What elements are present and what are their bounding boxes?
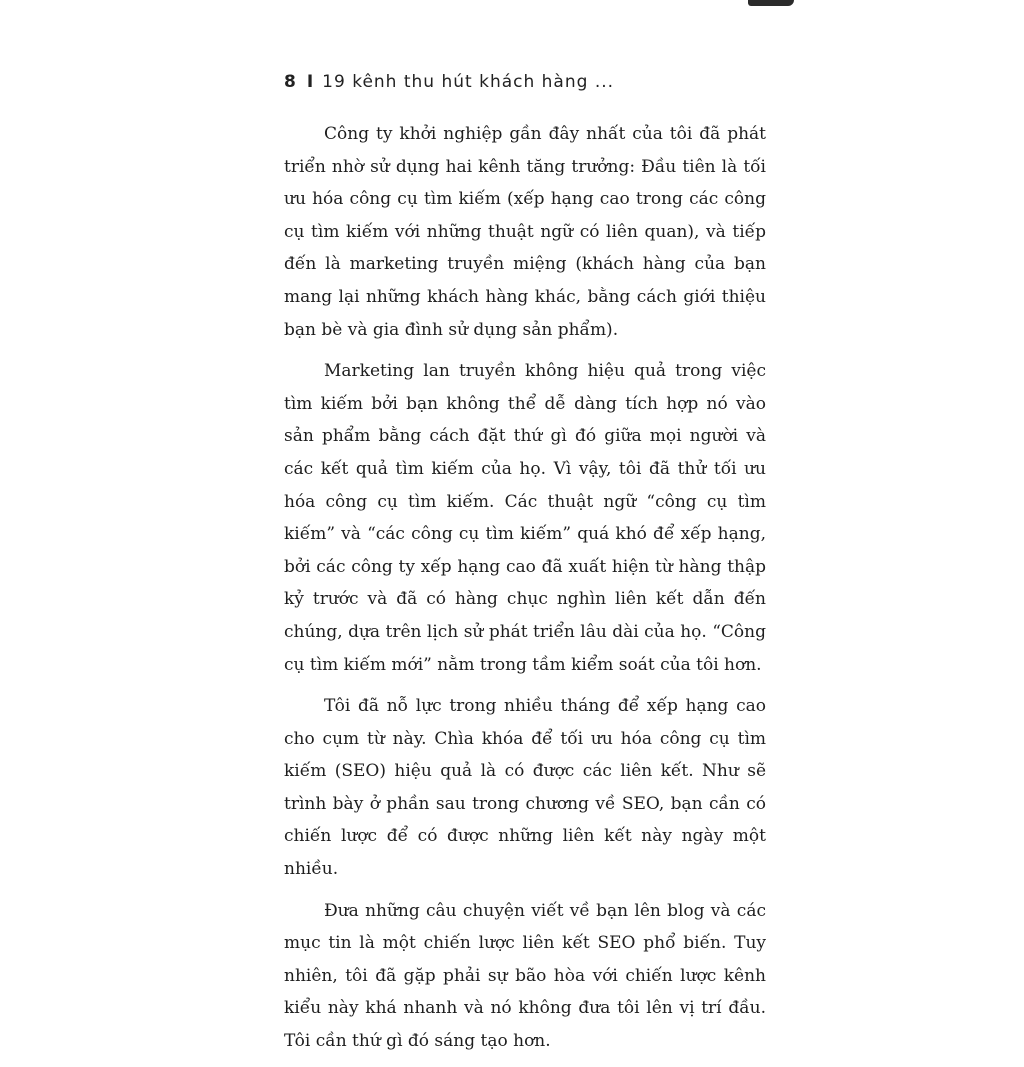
chapter-title: 19 kênh thu hút khách hàng ... <box>322 72 615 92</box>
header-separator: I <box>306 72 315 92</box>
running-header <box>284 72 614 92</box>
body-text <box>284 118 766 1067</box>
paragraph: Công ty khởi nghiệp gần đây nhất của tôi đã phát triển nhờ sử dụng hai kênh tăng trưởng: Đầu tiên là tối ưu hóa công cụ tìm kiếm (xếp hạng cao trong các công cụ tìm kiếm với những thuật ngữ có liên quan), và tiếp đến là marketing truyền miệng (khách hàng của bạn mang lại những khách hàng khác, bằng cách giới thiệu bạn bè và gia đình sử dụng sản phẩm). <box>284 124 766 340</box>
corner-shadow <box>748 0 794 6</box>
paragraph: Tôi đã nỗ lực trong nhiều tháng để xếp hạng cao cho cụm từ này. Chìa khóa để tối ưu hóa công cụ tìm kiếm (SEO) hiệu quả là có được các liên kết. Như sẽ trình bày ở phần sau trong chương về SEO, bạn cần có chiến lược để có được những liên kết này ngày một nhiều. <box>284 696 766 880</box>
paragraph: Marketing lan truyền không hiệu quả trong việc tìm kiếm bởi bạn không thể dễ dàng tích hợp nó vào sản phẩm bằng cách đặt thứ gì đó giữa mọi người và các kết quả tìm kiếm của họ. Vì vậy, tôi đã thử tối ưu hóa công cụ tìm kiếm. Các thuật ngữ “công cụ tìm kiếm” và “các công cụ tìm kiếm” quá khó để xếp hạng, bởi các công ty xếp hạng cao đã xuất hiện từ hàng thập kỷ trước và đã có hàng chục nghìn liên kết dẫn đến chúng, dựa trên lịch sử phát triển lâu dài của họ. “Công cụ tìm kiếm mới” nằm trong tầm kiểm soát của tôi hơn. <box>284 361 766 675</box>
paragraph: Đưa những câu chuyện viết về bạn lên blog và các mục tin là một chiến lược liên kết SEO phổ biến. Tuy nhiên, tôi đã gặp phải sự bão hòa với chiến lược kênh kiểu này khá nhanh và nó không đưa tôi lên vị trí đầu. Tôi cần thứ gì đó sáng tạo hơn. <box>284 900 766 1052</box>
page-number: 8 <box>284 72 297 92</box>
